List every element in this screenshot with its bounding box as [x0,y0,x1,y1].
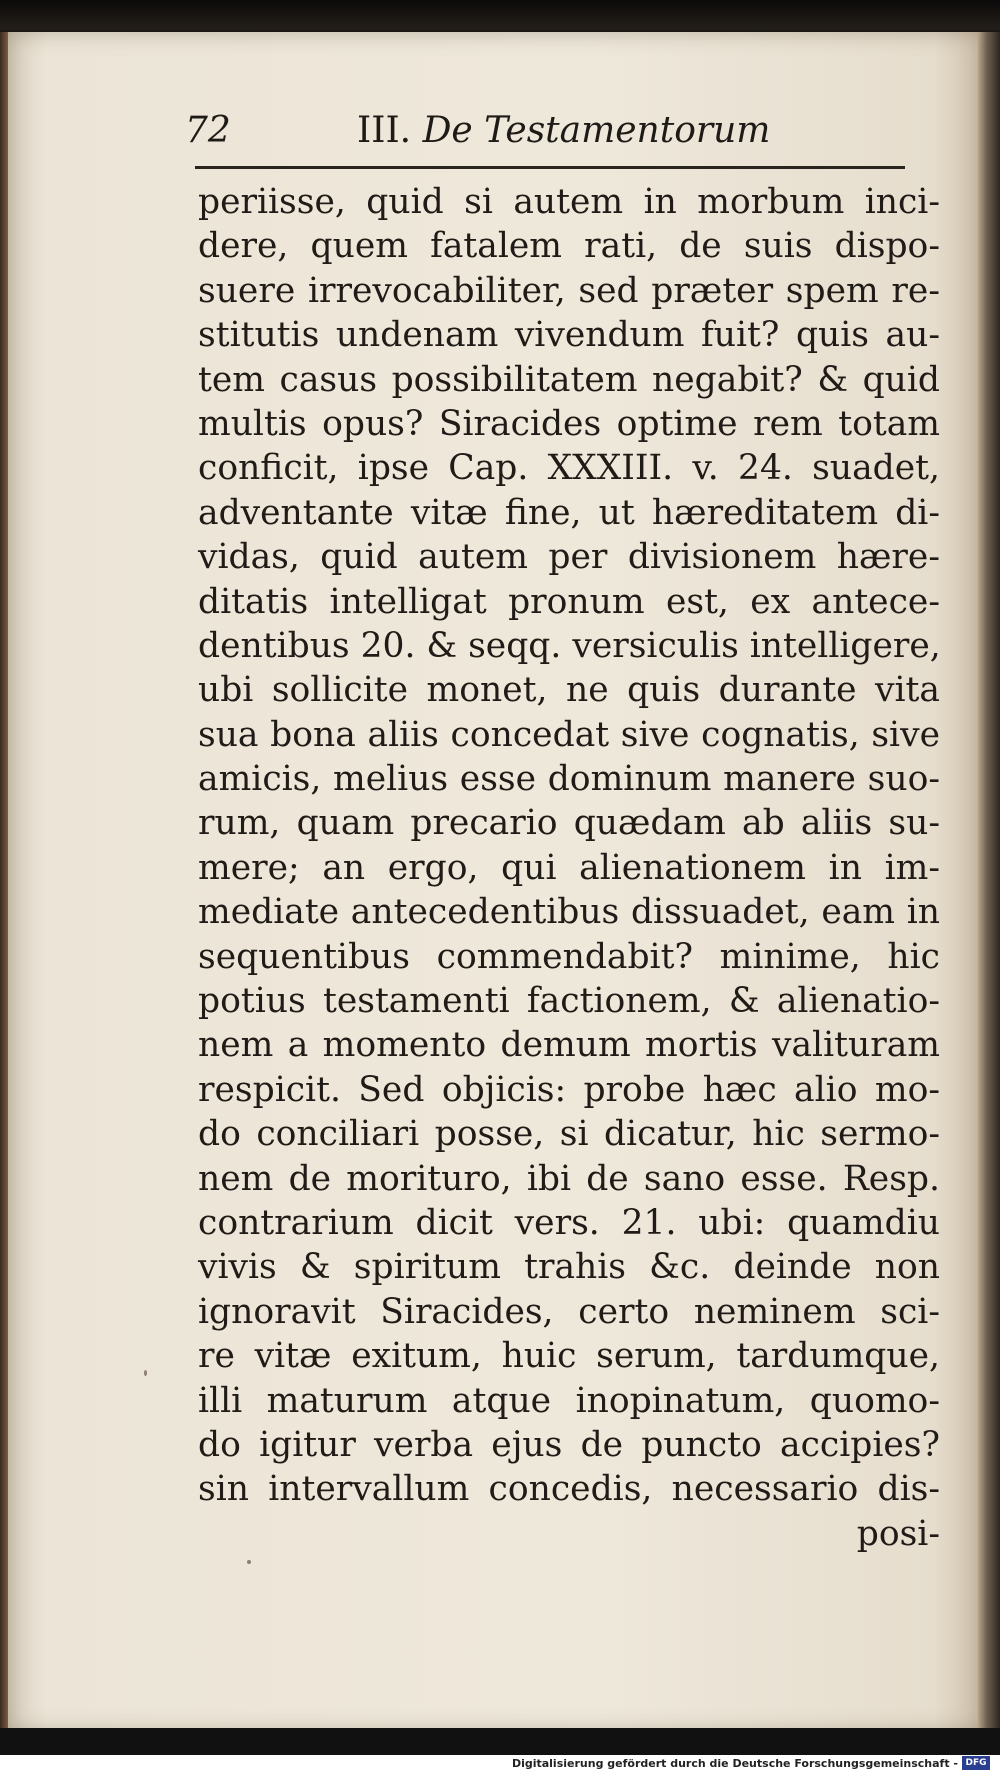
chapter-title: De Testamentorum [422,110,771,151]
chapter-numeral: III. [357,110,412,151]
text-line: mere; an ergo, qui alienationem in im- [198,847,940,888]
text-line: ubi sollicite monet, ne quis durante vita [198,670,940,711]
text-line: potius testamenti factionem, & alienatio- [198,981,940,1022]
header-rule [195,166,905,169]
text-line: ignoravit Siracides, certo neminem sci- [198,1291,940,1332]
running-head [185,110,935,160]
text-line: sequentibus commendabit? minime, hic [198,936,940,977]
text-line: dere, quem fatalem rati, de suis dispo- [198,226,940,267]
text-line: stitutis undenam vivendum fuit? quis au- [198,315,940,356]
paper-speck [144,1370,147,1376]
running-title [357,110,770,151]
text-line: respicit. Sed objicis: probe hæc alio mo- [198,1069,940,1110]
text-line: tem casus possibilitatem negabit? & quid [198,359,940,400]
text-line: conficit, ipse Cap. XXXIII. v. 24. suadet, [198,448,940,489]
text-line: suere irrevocabiliter, sed præter spem re- [198,270,940,311]
paper-speck [247,1560,251,1564]
text-line: ditatis intelligat pronum est, ex antece- [198,581,940,622]
text-line: sin intervallum concedis, necessario dis- [198,1469,940,1510]
body-text [198,180,940,1556]
text-line: sua bona aliis concedat sive cognatis, sive [198,714,940,755]
text-line: illi maturum atque inopinatum, quomo- [198,1380,940,1421]
text-line: re vitæ exitum, huic serum, tardumque, [198,1336,940,1377]
dfg-logo: DFG [962,1756,990,1770]
text-line: do igitur verba ejus de puncto accipies? [198,1424,940,1465]
text-line: nem de morituro, ibi de sano esse. Resp. [198,1158,940,1199]
text-line: do conciliari posse, si dicatur, hic sermo- [198,1114,940,1155]
text-line: dentibus 20. & seqq. versiculis intelligere, [198,625,941,666]
text-line: multis opus? Siracides optime rem totam [198,403,940,444]
top-border [0,0,1000,30]
text-line: rum, quam precario quædam ab aliis su- [198,803,940,844]
digitization-credit: Digitalisierung gefördert durch die Deutsche Forschungsgemeinschaft - [511,1757,958,1770]
catchword: posi- [856,1513,940,1554]
text-line: nem a momento demum mortis valituram [198,1025,940,1066]
book-right-edge [978,32,1000,1732]
text-line: vidas, quid autem per divisionem hære- [198,537,940,578]
text-line: amicis, melius esse dominum manere suo- [198,759,940,800]
text-line: vivis & spiritum trahis &c. deinde non [198,1247,940,1288]
text-line: adventante vitæ fine, ut hæreditatem di- [198,492,940,533]
text-line: periisse, quid si autem in morbum inci- [198,182,940,222]
page-number: 72 [185,110,231,151]
text-line: contrarium dicit vers. 21. ubi: quamdiu [198,1202,940,1243]
text-line: mediate antecedentibus dissuadet, eam in [198,892,940,933]
